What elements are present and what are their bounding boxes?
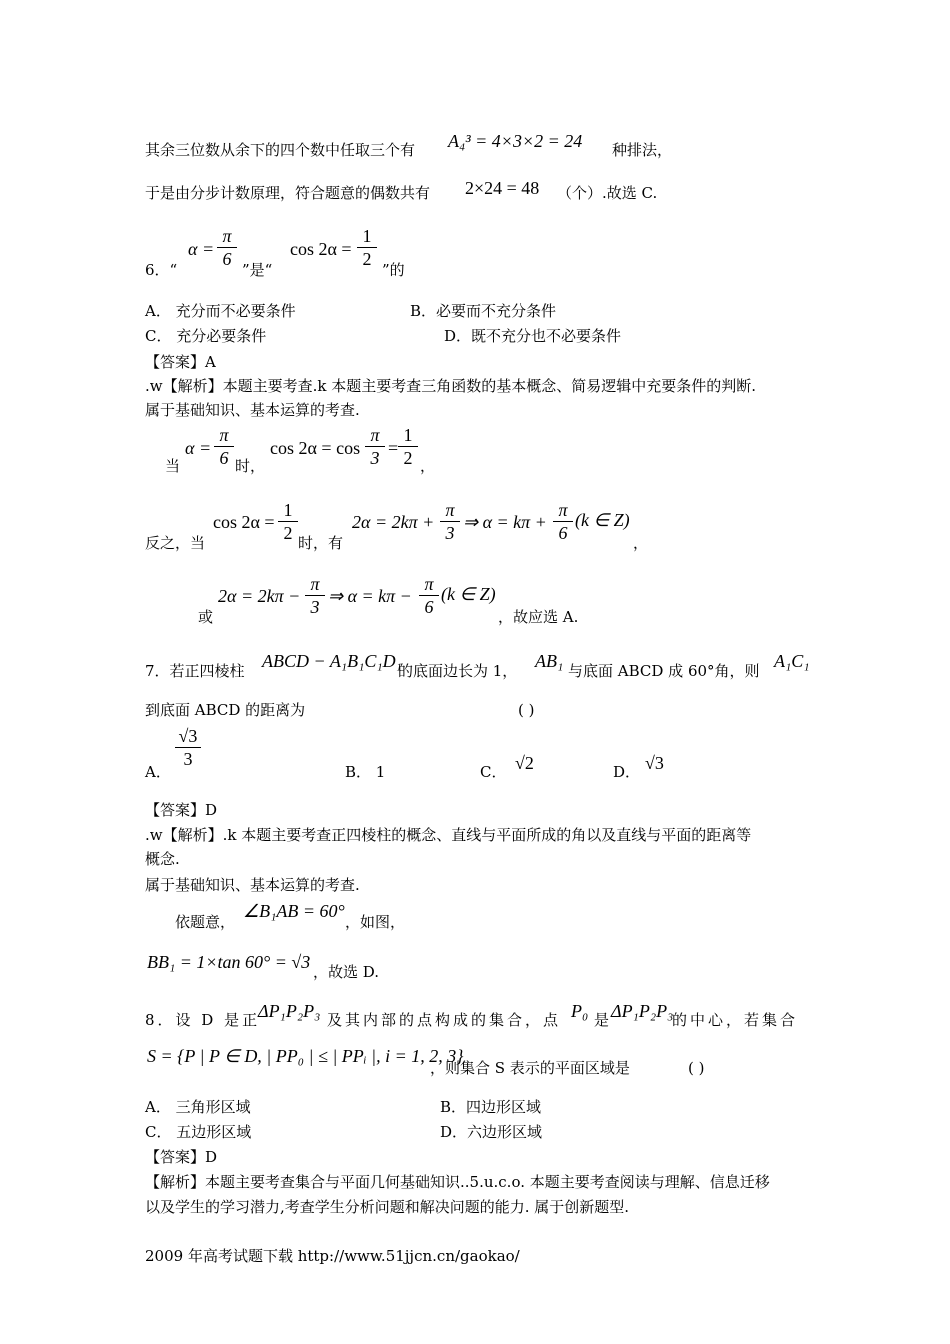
numerator: π (222, 226, 232, 246)
numerator: π (310, 574, 320, 594)
math-p0: P₀ (571, 1001, 589, 1021)
numerator: √3 (178, 726, 198, 746)
option-a: A． 充分而不必要条件 (145, 302, 296, 320)
math-set: S = {P | P ∈ D, | PP₀ | ≤ | PPᵢ |, i = 1, 2, 3} (147, 1046, 464, 1066)
text: 的中心，若集合 (672, 1011, 799, 1029)
fraction-pi-6 (419, 574, 439, 617)
math-expr: 2α = 2kπ − (218, 586, 301, 606)
numerator: π (445, 500, 455, 520)
text: 时，有 (298, 534, 344, 552)
option-a: A． 三角形区域 (145, 1098, 251, 1116)
math-sqrt2: √2 (515, 753, 534, 773)
text: ，故应选 A. (498, 608, 579, 626)
text: 及其内部的点构成的集合，点 (327, 1011, 562, 1029)
analysis: 【解析】本题主要考查集合与平面几何基础知识..5.u.c.o. 本题主要考查阅读与理解、信息迁移 (145, 1173, 770, 1191)
answer: 【答案】D (145, 801, 218, 819)
math-expr: 2α = 2kπ + (352, 512, 435, 532)
q6-number: 6．“ (145, 261, 178, 279)
text-line: 种排法， (612, 141, 673, 159)
denominator: 2 (362, 249, 372, 269)
q7-stem: 7．若正四棱柱 (145, 662, 245, 680)
math-alpha: α = (188, 239, 215, 259)
option-b: B．必要而不充分条件 (410, 302, 557, 320)
text: 或 (198, 608, 214, 626)
math-triangle: ΔP₁P₂P₃ (611, 1001, 674, 1021)
text: 与底面 ABCD 成 60°角，则 (568, 662, 760, 680)
analysis: .w【解析】本题主要考查.k 本题主要考查三角函数的基本概念、简易逻辑中充要条件的判断. (145, 377, 757, 395)
math-expr: ⇒ α = kπ − (328, 586, 412, 606)
text-line: 于是由分步计数原理，符合题意的偶数共有 (145, 184, 431, 202)
answer: 【答案】A (145, 353, 216, 371)
analysis: 以及学生的学习潜力,考查学生分析问题和解决问题的能力. 属于创新题型. (145, 1198, 630, 1216)
math-bb1: BB₁ = 1×tan 60° = √3 (147, 952, 311, 972)
fraction-pi-6 (553, 500, 573, 543)
denominator: 3 (183, 749, 193, 769)
analysis: .w【解析】.k 本题主要考查正四棱柱的概念、直线与平面所成的角以及直线与平面的距离等 (145, 826, 752, 844)
text: ，故选 D. (313, 963, 380, 981)
option-c: C． (480, 763, 507, 781)
numerator: 1 (362, 226, 372, 246)
numerator: π (370, 425, 380, 445)
math-cos: cos 2α = cos (270, 438, 361, 458)
numerator: π (558, 500, 568, 520)
fraction-1-2 (278, 500, 298, 543)
q8-stem: 8．设 D 是正 (145, 1011, 261, 1029)
option-c: C． 五边形区域 (145, 1123, 252, 1141)
analysis: 属于基础知识、基本运算的考查. (145, 876, 360, 894)
math-perm: A₄³ = 4×3×2 = 24 (448, 131, 583, 151)
text-line: 其余三位数从余下的四个数中任取三个有 (145, 141, 416, 159)
math-kz: (k ∈ Z) (441, 584, 496, 604)
text: ”的 (382, 261, 405, 279)
fraction-sqrt3-3 (175, 726, 201, 769)
math-angle: ∠B₁AB = 60° (243, 901, 345, 921)
numerator: 1 (403, 425, 413, 445)
math-prism: ABCD − A₁B₁C₁D₁ (262, 651, 402, 671)
math-cos: cos 2α = (290, 239, 352, 259)
denominator: 3 (310, 597, 320, 617)
option-b: B． 1 (345, 763, 386, 781)
math-ab1: AB₁ (535, 651, 564, 671)
denominator: 6 (424, 597, 434, 617)
math-expr: ⇒ α = kπ + (463, 512, 547, 532)
text: 依题意， (175, 913, 236, 931)
fraction-1-2 (398, 425, 418, 468)
text: ，如图， (345, 913, 406, 931)
denominator: 6 (219, 448, 229, 468)
option-d: D． (613, 763, 641, 781)
math-triangle: ΔP₁P₂P₃ (258, 1001, 321, 1021)
option-b: B．四边形区域 (440, 1098, 542, 1116)
text-line: （个）.故选 C. (557, 184, 658, 202)
fraction-pi-3 (305, 574, 325, 617)
option-d: D．既不充分也不必要条件 (444, 327, 622, 345)
answer-paren: ( ) (518, 701, 535, 719)
denominator: 6 (222, 249, 232, 269)
option-d: D．六边形区域 (440, 1123, 543, 1141)
answer: 【答案】D (145, 1148, 218, 1166)
text: 当 (165, 457, 181, 475)
numerator: 1 (283, 500, 293, 520)
math-alpha: α = (185, 438, 212, 458)
text: 时， (235, 457, 266, 475)
denominator: 2 (283, 523, 293, 543)
math-cos: cos 2α = (213, 512, 275, 532)
fraction-pi-3 (440, 500, 460, 543)
math-product: 2×24 = 48 (465, 178, 540, 198)
text: ”是“ (242, 261, 273, 279)
text: ， (633, 534, 649, 552)
denominator: 3 (370, 448, 380, 468)
option-c: C． 充分必要条件 (145, 327, 267, 345)
fraction-pi-6 (214, 425, 234, 468)
text: 到底面 ABCD 的距离为 (145, 701, 306, 719)
math-a1c1: A₁C₁ (774, 651, 810, 671)
text: ，则集合 S 表示的平面区域是 (430, 1059, 630, 1077)
text: ， (420, 457, 436, 475)
denominator: 6 (558, 523, 568, 543)
denominator: 3 (445, 523, 455, 543)
analysis: 属于基础知识、基本运算的考查. (145, 401, 360, 419)
text: 的底面边长为 1， (398, 662, 518, 680)
numerator: π (219, 425, 229, 445)
denominator: 2 (403, 448, 413, 468)
footer-link[interactable]: 2009 年高考试题下载 http://www.51jjcn.cn/gaokao/ (145, 1247, 520, 1265)
text: 反之，当 (145, 534, 206, 552)
equals: = (388, 438, 399, 458)
fraction-pi-3 (365, 425, 385, 468)
fraction-pi-6 (217, 226, 237, 269)
text: 是 (594, 1011, 610, 1029)
math-sqrt3: √3 (645, 753, 664, 773)
answer-paren: ( ) (688, 1059, 705, 1077)
option-a: A． (145, 763, 171, 781)
fraction-1-2 (357, 226, 377, 269)
math-kz: (k ∈ Z) (575, 510, 630, 530)
analysis: 概念. (145, 850, 180, 868)
numerator: π (424, 574, 434, 594)
